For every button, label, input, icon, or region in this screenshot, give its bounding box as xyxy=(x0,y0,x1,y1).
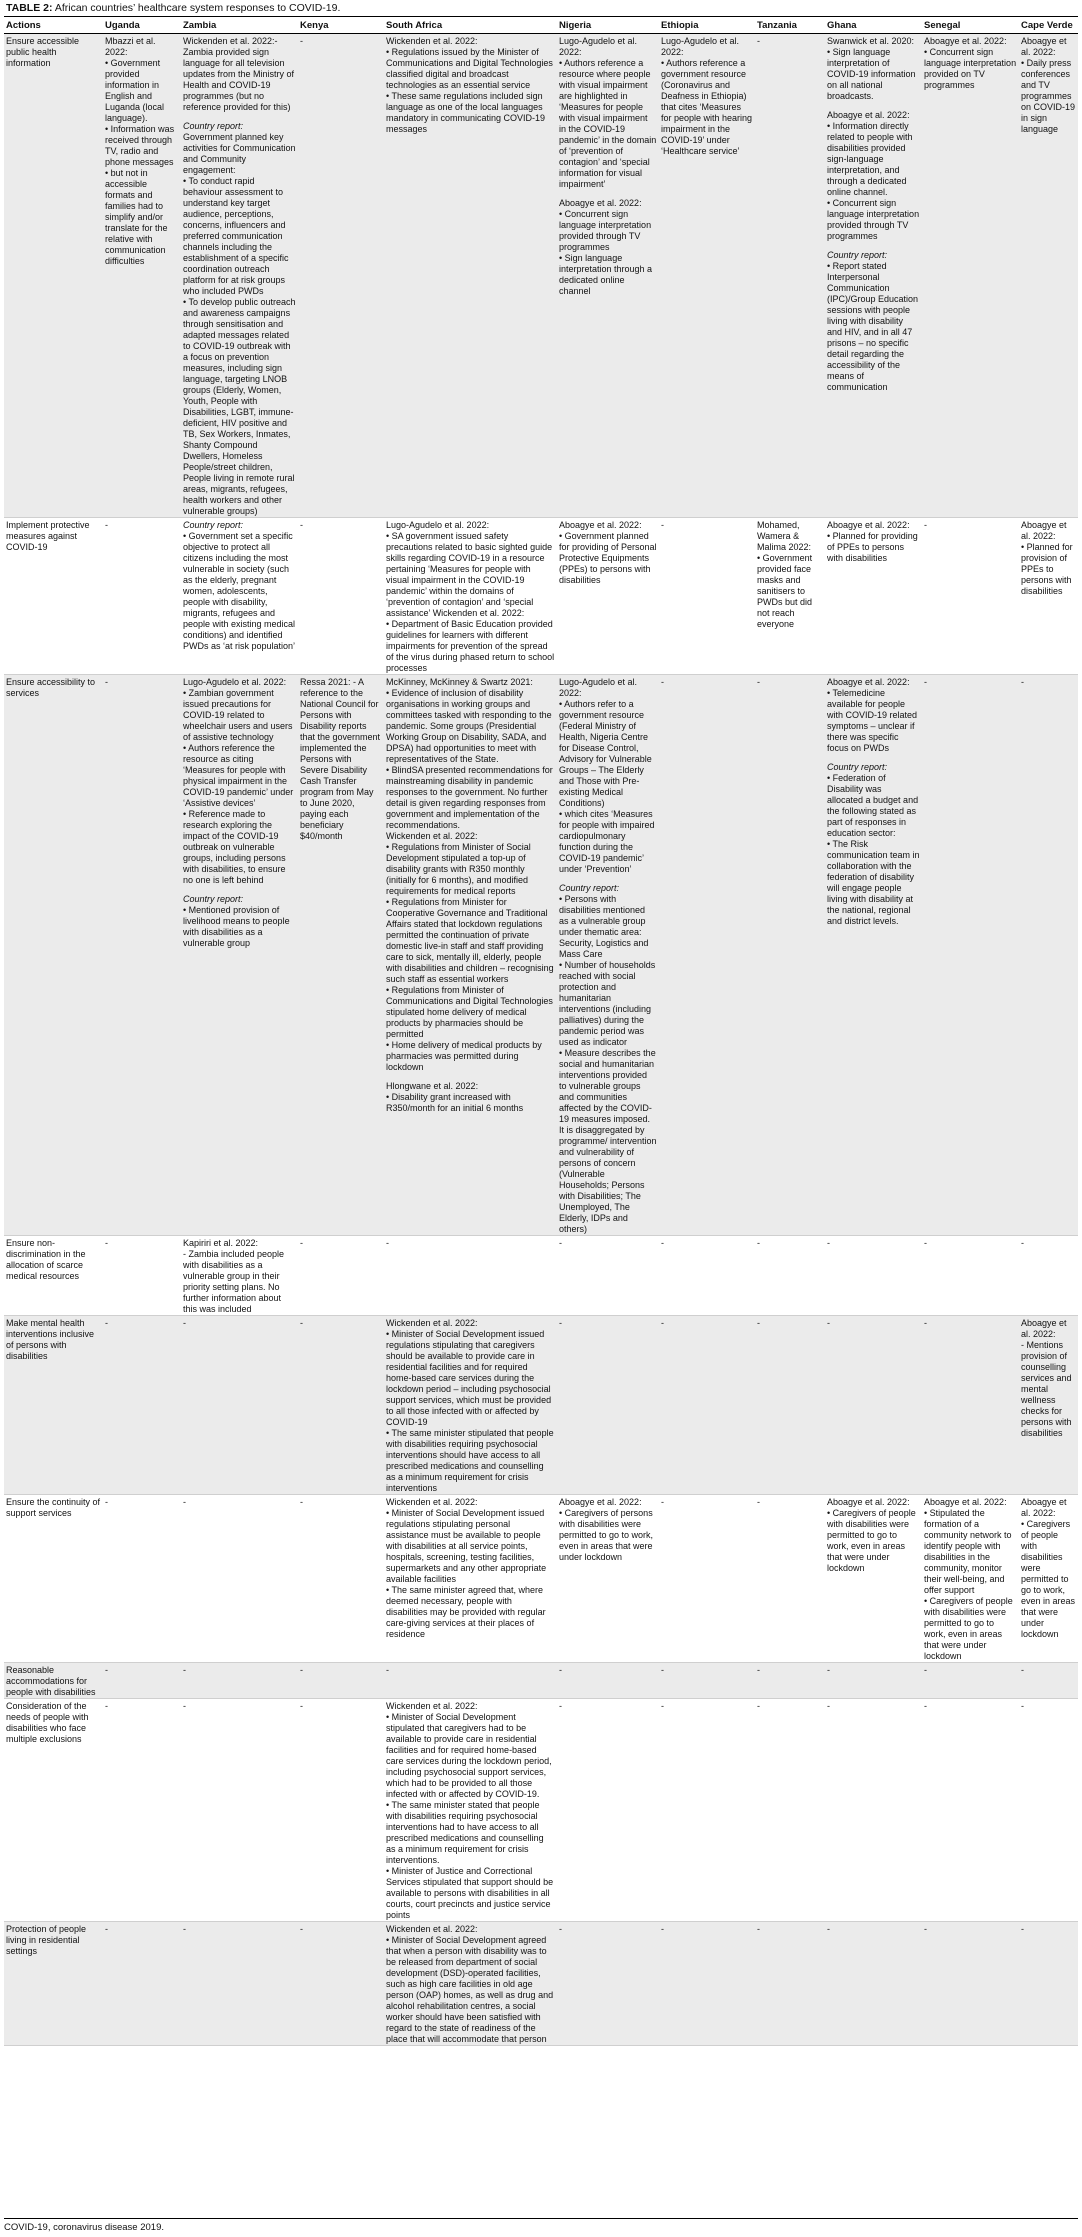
response-cell xyxy=(922,518,1019,675)
header-south-africa: South Africa xyxy=(384,17,557,34)
cell-paragraph: • Report stated Interpersonal Communication (IPC)/Group Education sessions with people living with disability and HIV, and in all 47 prisons – no specific detail regarding the accessibility of the means of communication xyxy=(827,261,919,392)
cell-paragraph: Aboagye et al. 2022: • Stipulated the formation of a community network to identify people with disabilities in the community, monitor their well-being, and offer support • Caregivers of people with disabilities were permitted to go to work, even in areas that were under lockdown xyxy=(924,1497,1013,1661)
cell-paragraph: - xyxy=(183,1497,186,1507)
cell-paragraph: Mohamed, Wamera & Malima 2022: • Government provided face masks and sanitisers to PWDs but did not reach everyone xyxy=(757,520,813,629)
response-cell xyxy=(659,1699,755,1922)
cell-paragraph: - xyxy=(924,520,927,530)
cell-paragraph: - xyxy=(757,1701,760,1711)
table-row xyxy=(4,1495,1078,1663)
response-cell xyxy=(384,1316,557,1495)
response-cell xyxy=(1019,518,1078,675)
response-cell xyxy=(181,675,298,1236)
cell-paragraph: Ressa 2021: - A reference to the National Council for Persons with Disability reports that the government implemented the Persons with Severe Disability Cash Transfer program from May to June 2020, paying each beneficiary $40/month xyxy=(300,677,381,841)
response-cell xyxy=(103,34,181,518)
response-cell xyxy=(557,1495,659,1663)
cell-paragraph: - xyxy=(300,36,303,46)
response-cell xyxy=(659,675,755,1236)
cell-paragraph: - xyxy=(300,520,303,530)
response-cell xyxy=(298,1236,384,1316)
response-cell xyxy=(181,1236,298,1316)
cell-paragraph: Kapiriri et al. 2022: - Zambia included people with disabilities as a vulnerable group in their priority setting plans. No further information about this was included xyxy=(183,1238,285,1314)
country-report-label: Country report: xyxy=(559,883,620,893)
response-cell xyxy=(298,34,384,518)
cell-paragraph: - xyxy=(757,677,760,687)
cell-paragraph: - xyxy=(559,1701,562,1711)
response-cell xyxy=(298,1663,384,1699)
country-report-label: Country report: xyxy=(827,250,888,260)
cell-paragraph: Aboagye et al. 2022: • Daily press conferences and TV programmes on COVID-19 in sign language xyxy=(1021,36,1076,134)
cell-paragraph: - xyxy=(757,36,760,46)
cell-paragraph: Hlongwane et al. 2022: • Disability grant increased with R350/month for an initial 6 months xyxy=(386,1081,524,1113)
cell-paragraph: • Persons with disabilities mentioned as a vulnerable group under thematic area: Security, Logistics and Mass Care • Number of households reached with social protection and humanitarian interventions (including palliatives) during the pandemic period was used as indicator • Measure describes the social and humanitarian interventions provided to vulnerable groups and communities affected by the COVID-19 measures imposed. It is disaggregated by programme/ intervention and vulnerability of persons of concern (Vulnerable Households; Persons with Disabilities; The Unemployed, The Elderly, IDPs and others) xyxy=(559,894,657,1234)
response-cell xyxy=(825,1236,922,1316)
cell-paragraph: - xyxy=(827,1701,830,1711)
response-cell xyxy=(825,1922,922,2046)
country-report-label: Country report: xyxy=(183,520,244,530)
response-cell xyxy=(755,1236,825,1316)
cell-paragraph: - xyxy=(1021,1665,1024,1675)
response-cell xyxy=(755,518,825,675)
cell-paragraph: - xyxy=(827,1318,830,1328)
action-cell: Consideration of the needs of people with disabilities who face multiple exclusions xyxy=(6,1701,89,1744)
response-cell xyxy=(384,1699,557,1922)
healthcare-responses-table xyxy=(4,16,1078,2046)
response-cell xyxy=(103,675,181,1236)
cell-paragraph: • Government set a specific objective to protect all citizens including the most vulnerable in society (such as the elderly, pregnant women, adolescents, people with disability, migrants, refugees and people with existing medical conditions) and identified PWDs as ‘at risk population’ xyxy=(183,531,296,651)
response-cell xyxy=(103,1495,181,1663)
table-row xyxy=(4,1922,1078,2046)
cell-paragraph: Wickenden et al. 2022: • Minister of Social Development stipulated that caregivers had to be available to provide care in residential facilities and for required home-based care services during the lockdown period, including psychosocial support services, which had to be provided to all those infected with or affected by COVID-19. • The same minister stated that people with disabilities requiring psychosocial interventions had to have access to all prescribed medications and counselling as a minimum requirement for crisis interventions. • Minister of Justice and Correctional Services stipulated that support should be available to persons with disabilities in all courts, court precincts and justice service points xyxy=(386,1701,554,1920)
response-cell xyxy=(384,1495,557,1663)
cell-paragraph: Swanwick et al. 2020: • Sign language interpretation of COVID-19 information on all national broadcasts. xyxy=(827,36,916,101)
response-cell xyxy=(659,1316,755,1495)
response-cell xyxy=(659,1236,755,1316)
cell-paragraph: - xyxy=(300,1701,303,1711)
cell-paragraph: McKinney, McKinney & Swartz 2021: • Evidence of inclusion of disability organisations in working groups and committees tasked with responding to the pandemic. Some groups (Presidential Working Group on Disability, SADA, and DPSA) had opportunities to meet with representatives of the State. • BlindSA presented recommendations for mainstreaming disability in pandemic responses to the government. No further detail is given regarding responses from government and implementation of the recommendations. Wickenden et al. 2022: • Regulations from Minister of Social Development stipulated a top-up of disability grants with R350 monthly (initially for 6 months), and modified requirements for medical reports • Regulations from Minister for Cooperative Governance and Traditional Affairs stated that lockdown regulations permitted the continuation of private domestic live-in staff and staff providing care to sick, mentally ill, elderly, people with disabilities and children – recognising such staff as essential workers • Regulations from Minister of Communications and Digital Technologies stipulated home delivery of medical products by pharmacies should be permitted • Home delivery of medical products by pharmacies was permitted during lockdown xyxy=(386,677,554,1072)
response-cell xyxy=(298,1495,384,1663)
cell-paragraph: Aboagye et al. 2022: • Caregivers of people with disabilities were permitted to go to work, even in areas that were under lockdown xyxy=(827,1497,916,1573)
response-cell xyxy=(1019,1663,1078,1699)
response-cell xyxy=(755,1663,825,1699)
cell-paragraph: - xyxy=(924,1701,927,1711)
cell-paragraph: - xyxy=(827,1238,830,1248)
cell-paragraph: - xyxy=(661,1924,664,1934)
response-cell xyxy=(825,675,922,1236)
table-footnote: COVID-19, coronavirus disease 2019. xyxy=(4,2218,1078,2233)
cell-paragraph: - xyxy=(1021,1238,1024,1248)
cell-paragraph: - xyxy=(757,1238,760,1248)
response-cell xyxy=(922,34,1019,518)
response-cell xyxy=(103,1699,181,1922)
response-cell xyxy=(298,675,384,1236)
response-cell xyxy=(825,1495,922,1663)
cell-paragraph: Lugo-Agudelo et al. 2022: • Authors reference a resource where people with visual impairment are highlighted in ‘Measures for people with visual impairment in the COVID-19 pandemic’ in the domain of ‘prevention of contagion’ and ‘special information for visual impairment’ xyxy=(559,36,657,189)
table-row xyxy=(4,518,1078,675)
action-cell: Reasonable accommodations for people with disabilities xyxy=(4,1663,103,1699)
action-cell: Ensure non-discrimination in the allocation of scarce medical resources xyxy=(6,1238,86,1281)
response-cell xyxy=(557,1699,659,1922)
table-caption xyxy=(6,2,340,15)
response-cell xyxy=(181,1663,298,1699)
cell-paragraph: - xyxy=(1021,1924,1024,1934)
header-tanzania: Tanzania xyxy=(755,17,825,34)
response-cell xyxy=(659,1663,755,1699)
cell-paragraph: - xyxy=(386,1665,389,1675)
response-cell xyxy=(922,1922,1019,2046)
response-cell xyxy=(922,1236,1019,1316)
cell-paragraph: - xyxy=(757,1318,760,1328)
response-cell xyxy=(825,1699,922,1922)
table-caption-label: TABLE 2: xyxy=(6,2,53,14)
response-cell xyxy=(755,34,825,518)
response-cell xyxy=(922,675,1019,1236)
table-row xyxy=(4,675,1078,1236)
cell-paragraph: Mbazzi et al. 2022: • Government provided information in English and Luganda (local language). • Information was received through TV, radio and phone messages • but not in accessible formats and families had to simplify and/or translate for the relative with communication difficulties xyxy=(105,36,175,266)
action-cell: Make mental health interventions inclusive of persons with disabilities xyxy=(4,1316,103,1495)
cell-paragraph: Aboagye et al. 2022: • Planned for providing of PPEs to persons with disabilities xyxy=(827,520,918,563)
cell-paragraph: - xyxy=(661,1701,664,1711)
response-cell xyxy=(825,518,922,675)
response-cell xyxy=(181,34,298,518)
cell-paragraph: - xyxy=(300,1497,303,1507)
cell-paragraph: - xyxy=(105,677,108,687)
response-cell xyxy=(825,1316,922,1495)
table-row xyxy=(4,34,1078,518)
cell-paragraph: - xyxy=(924,1318,927,1328)
cell-paragraph: Wickenden et al. 2022: • Minister of Social Development issued regulations stipulating personal assistance must be available to people with disabilities at all service points, hospitals, screening, testing facilities, supermarkets and any other appropriate available facilities • The same minister agreed that, where deemed necessary, people with disabilities may be provided with regular care-giving services at their places of residence xyxy=(386,1497,547,1639)
cell-paragraph: - xyxy=(183,1665,186,1675)
response-cell xyxy=(557,34,659,518)
cell-paragraph: - xyxy=(924,677,927,687)
response-cell xyxy=(557,1922,659,2046)
response-cell xyxy=(181,1699,298,1922)
response-cell xyxy=(181,518,298,675)
header-senegal: Senegal xyxy=(922,17,1019,34)
response-cell xyxy=(755,1922,825,2046)
cell-paragraph: - xyxy=(757,1497,760,1507)
cell-paragraph: - xyxy=(559,1318,562,1328)
cell-paragraph: Lugo-Agudelo et al. 2022: • Authors reference a government resource (Coronavirus and Deafness in Ethiopia) that cites ‘Measures for people with hearing impairment in the COVID-19’ under ‘Healthcare service’ xyxy=(661,36,753,156)
cell-paragraph: - xyxy=(300,1665,303,1675)
cell-paragraph: Wickenden et al. 2022: • Minister of Social Development issued regulations stipulating that caregivers should be available to provide care in residential facilities and for required home-based care services during the lockdown period – including psychosocial support services, which must be provided to all those infected with or affected by COVID-19 • The same minister stipulated that people with disabilities requiring psychosocial interventions should have access to all prescribed medications and counselling as a minimum requirement for crisis interventions xyxy=(386,1318,554,1493)
response-cell xyxy=(181,1922,298,2046)
cell-paragraph: - xyxy=(661,1665,664,1675)
response-cell xyxy=(755,1699,825,1922)
response-cell xyxy=(755,675,825,1236)
response-cell xyxy=(557,1316,659,1495)
table-row xyxy=(4,1316,1078,1495)
response-cell xyxy=(298,1922,384,2046)
response-cell xyxy=(557,675,659,1236)
action-cell: Ensure accessible public health information xyxy=(4,34,103,518)
response-cell xyxy=(1019,1495,1078,1663)
cell-paragraph: Aboagye et al. 2022: • Government planned for providing of Personal Protective Equipments (PPEs) to persons with disabilities xyxy=(559,520,657,585)
header-kenya: Kenya xyxy=(298,17,384,34)
table-header-row xyxy=(4,17,1078,34)
cell-paragraph: - xyxy=(105,1318,108,1328)
action-cell: Ensure accessibility to services xyxy=(4,675,103,1236)
response-cell xyxy=(384,675,557,1236)
cell-paragraph: - xyxy=(105,1924,108,1934)
header-cape-verde: Cape Verde xyxy=(1019,17,1078,34)
response-cell xyxy=(384,1922,557,2046)
response-cell xyxy=(922,1663,1019,1699)
response-cell xyxy=(659,1922,755,2046)
cell-paragraph: - xyxy=(105,1238,108,1248)
response-cell xyxy=(1019,1316,1078,1495)
response-cell xyxy=(103,1236,181,1316)
table-caption-text: African countries’ healthcare system responses to COVID-19. xyxy=(54,2,341,14)
action-cell: Protection of people living in residential settings xyxy=(4,1922,103,2046)
cell-paragraph: • Federation of Disability was allocated a budget and the following stated as part of responses in education sector: • The Risk communication team in collaboration with the federation of disability will engage people living with disability at the national, regional and district levels. xyxy=(827,773,920,926)
cell-paragraph: • Mentioned provision of livelihood means to people with disabilities as a vulnerable group xyxy=(183,905,290,948)
cell-paragraph: - xyxy=(559,1924,562,1934)
cell-paragraph: Aboagye et al. 2022: - Mentions provision of counselling services and mental wellness checks for persons with disabilities xyxy=(1021,1318,1072,1438)
cell-paragraph: - xyxy=(661,677,664,687)
cell-paragraph: - xyxy=(924,1924,927,1934)
cell-paragraph: - xyxy=(661,1238,664,1248)
response-cell xyxy=(659,1495,755,1663)
response-cell xyxy=(103,518,181,675)
response-cell xyxy=(384,518,557,675)
cell-paragraph: Aboagye et al. 2022: • Caregivers of people with disabilities were permitted to go to work, even in areas that were under lockdown xyxy=(1021,1497,1076,1639)
cell-paragraph: - xyxy=(559,1665,562,1675)
cell-paragraph: - xyxy=(757,1665,760,1675)
action-cell: Ensure the continuity of support services xyxy=(6,1497,101,1518)
cell-paragraph: Lugo-Agudelo et al. 2022: • Zambian government issued precautions for COVID-19 related to wheelchair users and users of assistive technology • Authors reference the resource as citing ‘Measures for people with physical impairment in the COVID-19 pandemic’ under ‘Assistive devices’ • Reference made to research exploring the impact of the COVID-19 outbreak on vulnerable groups, including persons with disabilities, to ensure no one is left behind xyxy=(183,677,294,885)
cell-paragraph: Lugo-Agudelo et al. 2022: • Authors refer to a government resource (Federal Ministry of Health, Nigeria Centre for Disease Control, Advisory for Vulnerable Groups – The Elderly and Those with Pre-existing Medical Conditions) • which cites ‘Measures for people with impaired cardiopulmonary function during the COVID-19 pandemic’ under ‘Prevention’ xyxy=(559,677,655,874)
table-row xyxy=(4,1699,1078,1922)
response-cell xyxy=(1019,1922,1078,2046)
response-cell xyxy=(825,1663,922,1699)
cell-paragraph: Aboagye et al. 2022: • Concurrent sign language interpretation provided through TV programmes • Sign language interpretation through a dedicated online channel xyxy=(559,198,653,296)
cell-paragraph: Government planned key activities for Communication and Community engagement: • To conduct rapid behaviour assessment to understand key target audience, perceptions, concerns, influencers and preferred communication channels including the establishment of a specific coordination outreach platform for at risk groups who included PWDs • To develop public outreach and awareness campaigns through sensitisation and adapted messages related to COVID-19 outbreak with a focus on prevention measures, including sign language, targeting LNOB groups (Elderly, Women, Youth, People with Disabilities, LGBT, immune-deficient, HIV positive and TB, Sex Workers, Inmates, Shanty Compound Dwellers, Homeless People/street children, People living in remote rural areas, migrants, refugees, health workers and other vulnerable groups) xyxy=(183,132,296,516)
response-cell xyxy=(103,1922,181,2046)
cell-paragraph: Aboagye et al. 2022: • Telemedicine available for people with COVID-19 related symptoms – unclear if there was specific focus on PWDs xyxy=(827,677,918,753)
cell-paragraph: - xyxy=(661,1497,664,1507)
header-zambia: Zambia xyxy=(181,17,298,34)
table-body xyxy=(4,34,1078,2046)
response-cell xyxy=(384,34,557,518)
response-cell xyxy=(755,1316,825,1495)
cell-paragraph: Wickenden et al. 2022: • Minister of Social Development agreed that when a person with disability was to be released from department of social development (DSD)-operated facilities, such as high care facilities in old age person (OAP) homes, as well as drug and alcohol rehabilitation centres, a social worker should have been satisfied with regard to the state of readiness of the place that will accommodate that person xyxy=(386,1924,554,2044)
cell-paragraph: - xyxy=(183,1318,186,1328)
cell-paragraph: Aboagye et al. 2022: • Concurrent sign language interpretation provided on TV programmes xyxy=(924,36,1017,90)
cell-paragraph: - xyxy=(924,1238,927,1248)
header-nigeria: Nigeria xyxy=(557,17,659,34)
header-ethiopia: Ethiopia xyxy=(659,17,755,34)
cell-paragraph: - xyxy=(183,1701,186,1711)
cell-paragraph: - xyxy=(105,1497,108,1507)
response-cell xyxy=(1019,1699,1078,1922)
response-cell xyxy=(298,518,384,675)
country-report-label: Country report: xyxy=(827,762,888,772)
cell-paragraph: - xyxy=(924,1665,927,1675)
action-cell: Implement protective measures against COVID-19 xyxy=(6,520,90,552)
cell-paragraph: Lugo-Agudelo et al. 2022: • SA government issued safety precautions related to basic sighted guide skills regarding COVID-19 in a resource pertaining ‘Measures for people with visual impairment in the COVID-19 pandemic’ within the domains of ‘prevention of contagion’ and ‘special assistance’ Wickenden et al. 2022: • Department of Basic Education provided guidelines for learners with different impairments for prevention of the spread of the virus during phased return to school processes xyxy=(386,520,555,673)
cell-paragraph: Wickenden et al. 2022: • Regulations issued by the Minister of Communications and Digital Technologies classified digital and broadcast technologies as an essential service • These same regulations included sign language as one of the local languages mandatory in communicating COVID-19 messages xyxy=(386,36,553,134)
header-ghana: Ghana xyxy=(825,17,922,34)
response-cell xyxy=(1019,675,1078,1236)
response-cell xyxy=(922,1316,1019,1495)
response-cell xyxy=(557,1663,659,1699)
cell-paragraph: - xyxy=(300,1924,303,1934)
cell-paragraph: - xyxy=(661,520,664,530)
cell-paragraph: - xyxy=(105,1701,108,1711)
cell-paragraph: - xyxy=(757,1924,760,1934)
cell-paragraph: - xyxy=(661,1318,664,1328)
response-cell xyxy=(1019,34,1078,518)
cell-paragraph: - xyxy=(386,1238,389,1248)
response-cell xyxy=(298,1316,384,1495)
cell-paragraph: - xyxy=(1021,1701,1024,1711)
response-cell xyxy=(384,1236,557,1316)
response-cell xyxy=(181,1495,298,1663)
cell-paragraph: - xyxy=(105,520,108,530)
response-cell xyxy=(1019,1236,1078,1316)
response-cell xyxy=(384,1663,557,1699)
cell-paragraph: Wickenden et al. 2022:- Zambia provided sign language for all television updates from the Ministry of Health and COVID-19 programmes (but no reference provided for this) xyxy=(183,36,295,112)
response-cell xyxy=(922,1495,1019,1663)
cell-paragraph: - xyxy=(105,1665,108,1675)
cell-paragraph: Aboagye et al. 2022: • Information directly related to people with disabilities provided sign-language interpretation, and through a dedicated online channel. • Concurrent sign language interpretation provided through TV programmes xyxy=(827,110,920,241)
response-cell xyxy=(557,1236,659,1316)
response-cell xyxy=(922,1699,1019,1922)
response-cell xyxy=(659,518,755,675)
cell-paragraph: - xyxy=(183,1924,186,1934)
response-cell xyxy=(181,1316,298,1495)
response-cell xyxy=(755,1495,825,1663)
response-cell xyxy=(103,1316,181,1495)
header-uganda: Uganda xyxy=(103,17,181,34)
cell-paragraph: - xyxy=(1021,677,1024,687)
response-cell xyxy=(825,34,922,518)
cell-paragraph: - xyxy=(827,1665,830,1675)
cell-paragraph: Aboagye et al. 2022: • Caregivers of persons with disabilities were permitted to go to work, even in areas that were under lockdown xyxy=(559,1497,654,1562)
cell-paragraph: - xyxy=(300,1238,303,1248)
response-cell xyxy=(103,1663,181,1699)
header-actions: Actions xyxy=(4,17,103,34)
cell-paragraph: - xyxy=(300,1318,303,1328)
table-row xyxy=(4,1236,1078,1316)
response-cell xyxy=(659,34,755,518)
country-report-label: Country report: xyxy=(183,894,244,904)
cell-paragraph: Aboagye et al. 2022: • Planned for provision of PPEs to persons with disabilities xyxy=(1021,520,1073,596)
cell-paragraph: - xyxy=(559,1238,562,1248)
cell-paragraph: - xyxy=(827,1924,830,1934)
response-cell xyxy=(557,518,659,675)
response-cell xyxy=(298,1699,384,1922)
table-row xyxy=(4,1663,1078,1699)
country-report-label: Country report: xyxy=(183,121,244,131)
